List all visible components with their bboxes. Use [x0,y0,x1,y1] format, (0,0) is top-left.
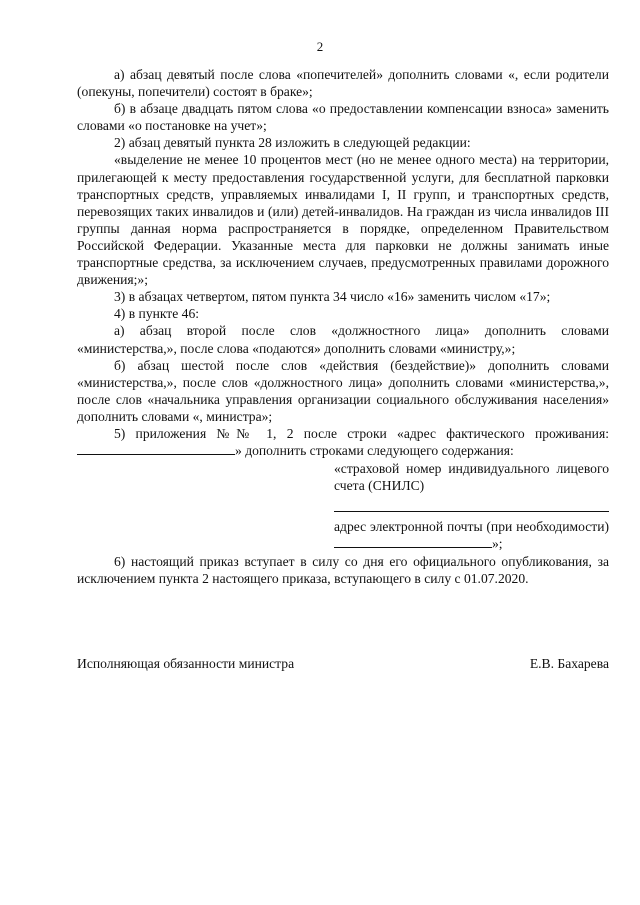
email-underline [334,535,492,548]
insert-snils-line: «страховой номер индивидуального лицевого счета (СНИЛС) [334,461,609,494]
paragraph-4-intro: 4) в пункте 46: [114,306,200,322]
paragraph-5-start: 5) приложения №№ 1, 2 после строки «адрес фактического проживания: [114,425,609,441]
insert-email-line [334,518,609,552]
paragraph-5 [77,425,609,459]
signature-position: Исполняющая обязанности министра [77,656,295,671]
page-number: 2 [316,39,324,54]
paragraph-4-a: а) абзац второй после слов «должностного лица» дополнить словами «министерства,», после слова «подаются» дополнить словами «министру,»; [77,323,609,356]
insert-email-end: »; [492,536,503,552]
paragraph-5-end: » дополнить строками следующего содержания: [235,443,514,459]
signature-block [77,655,609,672]
document-body [77,66,609,587]
paragraph-6: 6) настоящий приказ вступает в силу со дня его официального опубликования, за исключением пункта 2 настоящего приказа, вступающего в силу с 01.07.2020. [77,553,609,586]
paragraph-2-text: «выделение не менее 10 процентов мест (но не менее одного места) на территории, прилегающей к месту предоставления государственной услуги, для бесплатной парковки транспортных средств, управляемых инвалидами I, II групп, и транспортных средств, перевозящих таких инвалидов и (или) детей-инвалидов. На граждан из числа инвалидов III группы данная норма распространяется в порядке, определенном Правительством Российской Федерации. Указанные места для парковки не должны занимать иные транспортные средства, за исключением случаев, предусмотренных правилами дорожного движения;»; [77,152,609,288]
snils-underline [334,511,609,512]
paragraph-4-b: б) абзац шестой после слов «действия (бездействие)» дополнить словами «министерства,», после слов «должностного лица» дополнить словами «министерства,», после слов «начальника управления организации социального обслуживания населения» дополнить словами «, министра»; [77,357,609,424]
paragraph-a-ninth: а) абзац девятый после слова «попечителей» дополнить словами «, если родители (опекуны, попечители) состоят в браке»; [77,67,609,100]
blank-underline [77,442,235,455]
inserted-lines-block [334,460,609,552]
paragraph-2-intro: 2) абзац девятый пункта 28 изложить в следующей редакции: [114,135,471,151]
paragraph-b-twentieth: б) в абзаце двадцать пятом слова «о предоставлении компенсации взноса» заменить словами «о постановке на учет»; [77,101,609,134]
paragraph-3: 3) в абзацах четвертом, пятом пункта 34 число «16» заменить числом «17»; [114,289,551,305]
insert-email-text: адрес электронной почты (при необходимости) [334,519,609,535]
signature-name: Е.В. Бахарева [529,656,609,671]
